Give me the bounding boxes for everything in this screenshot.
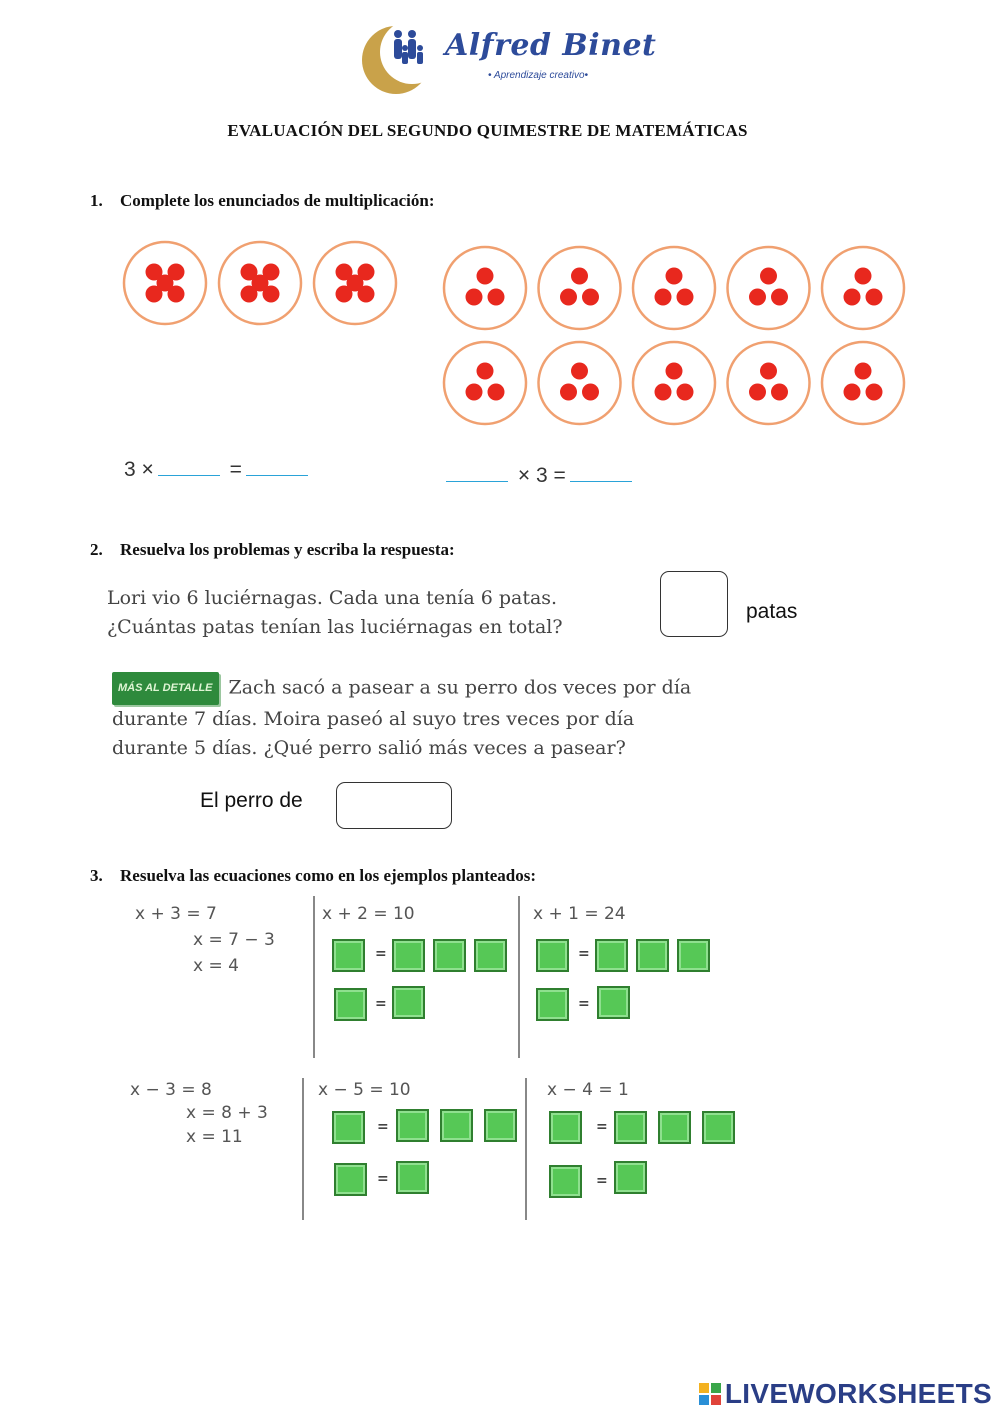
equation-2: x + 1 = 24: [533, 904, 626, 924]
equals-sign: =: [377, 1119, 389, 1135]
equation-2-number-box[interactable]: [595, 939, 628, 972]
example-2-line-3: x = 11: [186, 1127, 243, 1147]
group-a-dot: [263, 286, 280, 303]
equals-sign: =: [578, 996, 590, 1012]
group-a-circle: [219, 242, 301, 324]
problem-1-line-2: ¿Cuántas patas tenían las luciérnagas en total?: [107, 616, 563, 638]
equation-3-operator-box[interactable]: [440, 1109, 473, 1142]
multiplication-a-equals: =: [229, 458, 242, 481]
page-title: EVALUACIÓN DEL SEGUNDO QUIMESTRE DE MATEMÁTICAS: [227, 121, 748, 140]
group-a-figure: [120, 238, 410, 332]
group-b-dot: [666, 268, 683, 285]
equation-1-result-box[interactable]: [392, 986, 425, 1019]
group-b-dot: [844, 289, 861, 306]
group-b-circle: [822, 342, 904, 424]
question-2: [90, 540, 455, 560]
equation-1: x + 2 = 10: [322, 904, 415, 924]
equals-sign: =: [596, 1173, 608, 1189]
divider: [302, 1078, 304, 1220]
group-b-dot: [571, 268, 588, 285]
equals-sign: =: [578, 946, 590, 962]
blank-a-product[interactable]: [246, 455, 308, 476]
equation-4-number-box[interactable]: [702, 1111, 735, 1144]
equation-1-x-result-box[interactable]: [334, 988, 367, 1021]
question-3-text: Resuelva las ecuaciones como en los ejemplos planteados:: [120, 866, 537, 885]
equation-2-operator-box[interactable]: [636, 939, 669, 972]
question-3-number: 3.: [90, 866, 103, 885]
divider: [518, 896, 520, 1058]
brand-tagline: • Aprendizaje creativo•: [488, 70, 589, 81]
group-b-dot: [560, 384, 577, 401]
group-b-circle: [539, 247, 621, 329]
blank-b-product[interactable]: [570, 461, 632, 482]
equals-sign: =: [375, 996, 387, 1012]
group-b-dot: [749, 384, 766, 401]
equals-sign: =: [596, 1119, 608, 1135]
equals-sign: =: [375, 946, 387, 962]
multiplication-a-lhs: 3 ×: [124, 458, 154, 481]
group-b-dot: [771, 384, 788, 401]
group-a-circle: [314, 242, 396, 324]
blank-a-factor[interactable]: [158, 455, 220, 476]
group-b-dot: [477, 268, 494, 285]
question-1-number: 1.: [90, 191, 103, 210]
group-b-dot: [488, 384, 505, 401]
liveworksheets-text: LIVEWORKSHEETS: [724, 1378, 992, 1409]
group-b-dot: [677, 289, 694, 306]
answer-2-box[interactable]: [336, 782, 452, 829]
group-b-dot: [488, 289, 505, 306]
answer-2-label: El perro de: [200, 789, 303, 812]
group-b-circle: [539, 342, 621, 424]
group-b-dot: [477, 363, 494, 380]
group-b-dot: [560, 289, 577, 306]
divider: [313, 896, 315, 1058]
equation-4-number-box[interactable]: [614, 1111, 647, 1144]
equation-2-x-box[interactable]: [536, 939, 569, 972]
equation-1-number-box[interactable]: [474, 939, 507, 972]
group-b-dot: [760, 268, 777, 285]
group-b-dot: [855, 363, 872, 380]
group-b-dot: [760, 363, 777, 380]
group-b-circle: [444, 247, 526, 329]
equals-sign: =: [377, 1171, 389, 1187]
equation-4-x-box[interactable]: [549, 1111, 582, 1144]
problem-2: [112, 672, 691, 763]
group-a-circle: [124, 242, 206, 324]
question-2-text: Resuelva los problemas y escriba la respuesta:: [120, 540, 455, 559]
group-b-dot: [844, 384, 861, 401]
equation-3-x-box[interactable]: [332, 1111, 365, 1144]
liveworksheets-logo: [699, 1378, 992, 1410]
group-a-dot: [336, 286, 353, 303]
group-b-dot: [866, 289, 883, 306]
example-1-line-1: x + 3 = 7: [135, 904, 217, 924]
answer-1-box[interactable]: [660, 571, 728, 637]
group-b-dot: [749, 289, 766, 306]
question-2-number: 2.: [90, 540, 103, 559]
equation-3: x − 5 = 10: [318, 1080, 411, 1100]
group-b-dot: [771, 289, 788, 306]
equation-3-result-box[interactable]: [396, 1161, 429, 1194]
group-a-dot: [358, 286, 375, 303]
equation-4-result-box[interactable]: [614, 1161, 647, 1194]
group-b-dot: [855, 268, 872, 285]
group-b-dot: [655, 384, 672, 401]
multiplication-a: [124, 455, 312, 482]
group-b-dot: [466, 289, 483, 306]
equation-3-number-box[interactable]: [396, 1109, 429, 1142]
equation-4-operator-box[interactable]: [658, 1111, 691, 1144]
equation-4-x-result-box[interactable]: [549, 1165, 582, 1198]
group-b-circle: [444, 342, 526, 424]
problem-1: [107, 584, 563, 642]
example-1-line-3: x = 4: [193, 956, 239, 976]
equation-4: x − 4 = 1: [547, 1080, 629, 1100]
equation-2-x-result-box[interactable]: [536, 988, 569, 1021]
group-b-dot: [677, 384, 694, 401]
group-b-circles: [440, 243, 915, 433]
equation-1-x-box[interactable]: [332, 939, 365, 972]
group-b-circle: [728, 247, 810, 329]
group-a-dot: [241, 286, 258, 303]
group-a-dot: [146, 286, 163, 303]
group-b-dot: [582, 289, 599, 306]
blank-b-factor[interactable]: [446, 461, 508, 482]
problem-2-line-2: durante 7 días. Moira paseó al suyo tres veces por día: [112, 708, 635, 730]
equation-3-x-result-box[interactable]: [334, 1163, 367, 1196]
divider: [525, 1078, 527, 1220]
question-1: [90, 191, 435, 211]
liveworksheets-icon: [699, 1383, 721, 1405]
multiplication-b-rhs: × 3 =: [517, 464, 566, 487]
more-detail-badge: MÁS AL DETALLE: [112, 672, 219, 705]
problem-1-line-1: Lori vio 6 luciérnagas. Cada una tenía 6 patas.: [107, 587, 558, 609]
example-1-line-2: x = 7 − 3: [193, 930, 275, 950]
equation-1-operator-box[interactable]: [433, 939, 466, 972]
group-b-circle: [728, 342, 810, 424]
equation-3-number-box[interactable]: [484, 1109, 517, 1142]
group-b-dot: [571, 363, 588, 380]
multiplication-b: [442, 461, 636, 488]
answer-1-unit: patas: [746, 600, 798, 623]
equation-1-number-box[interactable]: [392, 939, 425, 972]
group-b-dot: [466, 384, 483, 401]
group-b-figure: [440, 243, 915, 433]
equation-2-result-box[interactable]: [597, 986, 630, 1019]
group-b-dot: [655, 289, 672, 306]
problem-2-line-1: Zach sacó a pasear a su perro dos veces por día: [228, 676, 692, 699]
group-b-circle: [633, 247, 715, 329]
equation-2-number-box[interactable]: [677, 939, 710, 972]
group-a-dot: [168, 286, 185, 303]
example-2-line-2: x = 8 + 3: [186, 1103, 268, 1123]
brand-name: Alfred Binet: [445, 28, 657, 63]
group-b-dot: [866, 384, 883, 401]
group-a-circles: [120, 238, 410, 332]
group-b-circle: [822, 247, 904, 329]
question-1-text: Complete los enunciados de multiplicación:: [120, 191, 435, 210]
question-3: [90, 866, 536, 886]
example-2-line-1: x − 3 = 8: [130, 1080, 212, 1100]
group-b-circle: [633, 342, 715, 424]
group-b-dot: [666, 363, 683, 380]
group-b-dot: [582, 384, 599, 401]
problem-2-line-3: durante 5 días. ¿Qué perro salió más veces a pasear?: [112, 737, 626, 759]
